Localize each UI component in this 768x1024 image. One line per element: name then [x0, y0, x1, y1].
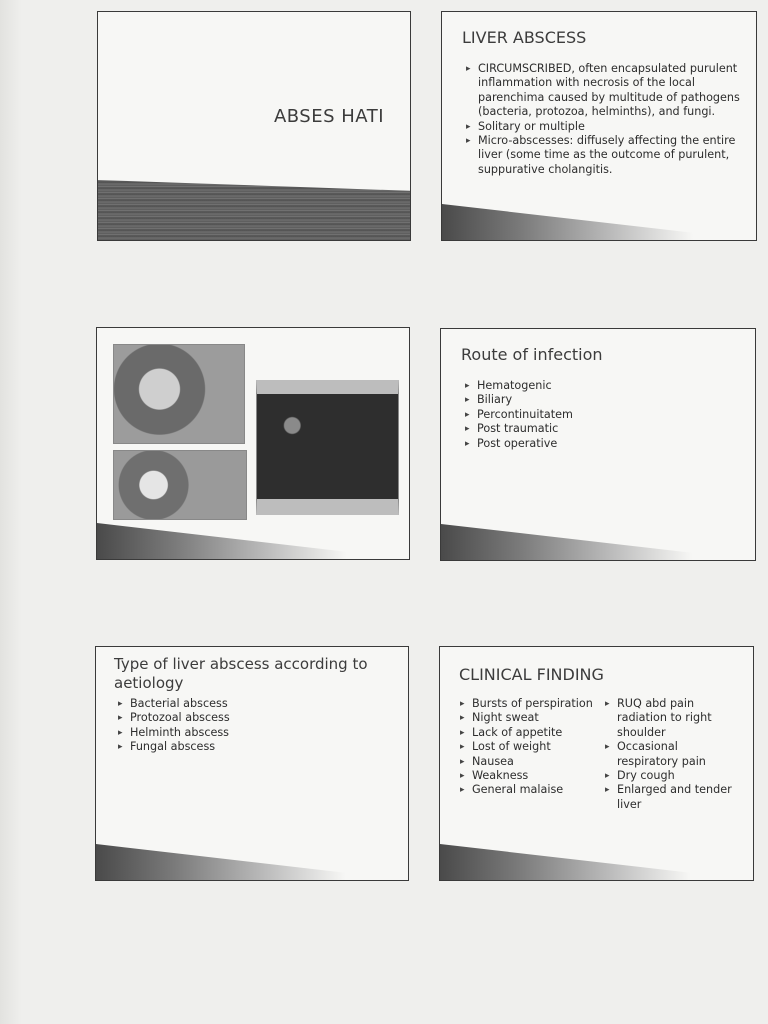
slide-1-decorative-band: [98, 180, 410, 240]
slide-4-decorative-wedge: [441, 524, 755, 560]
slide-5-title: Type of liver abscess according to aetiology: [114, 655, 368, 692]
slide-5-bullet: ▸ Helminth abscess: [118, 726, 378, 740]
slide-6-bullet: ▸ Dry cough: [605, 769, 740, 783]
slide-6-bullet: ▸ Night sweat: [460, 711, 595, 725]
slide-6-bullet: ▸ Lost of weight: [460, 740, 595, 754]
slide-6-decorative-wedge: [440, 844, 753, 880]
slide-5-bullet-list: [118, 697, 378, 755]
slide-4-bullet: ▸ Post traumatic: [465, 422, 725, 436]
slide-3-decorative-wedge: [97, 523, 409, 559]
slide-2-title: LIVER ABSCESS: [462, 28, 587, 47]
slide-2-bullet: ▸ Solitary or multiple: [466, 120, 740, 134]
slide-6-bullet: ▸ Weakness: [460, 769, 595, 783]
slide-6-bullet: ▸ RUQ abd pain radiation to right shoulder: [605, 697, 740, 740]
liver-photo: [113, 344, 245, 444]
pathogen-photo: [113, 450, 247, 520]
slide-6: [439, 646, 754, 881]
slide-4-bullet-list: [465, 379, 725, 451]
slide-5-bullet: ▸ Protozoal abscess: [118, 711, 378, 725]
slide-6-bullet: ▸ Nausea: [460, 755, 595, 769]
slide-4-bullet: ▸ Biliary: [465, 393, 725, 407]
slide-4-bullet: ▸ Hematogenic: [465, 379, 725, 393]
slide-4-title: Route of infection: [461, 345, 603, 364]
slide-1: [97, 11, 411, 241]
slide-5-bullet: ▸ Bacterial abscess: [118, 697, 378, 711]
slide-2: [441, 11, 757, 241]
slide-6-bullet: ▸ Bursts of perspiration: [460, 697, 595, 711]
slide-4-bullet: ▸ Percontinuitatem: [465, 408, 725, 422]
slide-4-bullet: ▸ Post operative: [465, 437, 725, 451]
slide-2-bullet-list: [466, 62, 740, 177]
slide-2-bullet: ▸ CIRCUMSCRIBED, often encapsulated purulent inflammation with necrosis of the local parenchima caused by multitude of pathogens (bacteria, protozoa, helminths), and fungi.: [466, 62, 740, 120]
slide-6-bullet: ▸ General malaise: [460, 783, 595, 797]
slide-6-left-bullet-list: [460, 697, 595, 798]
slide-6-bullet: ▸ Lack of appetite: [460, 726, 595, 740]
slide-5: [95, 646, 409, 881]
slide-2-decorative-wedge: [442, 204, 756, 240]
slide-1-title: ABSES HATI: [273, 106, 384, 127]
slide-5-decorative-wedge: [96, 844, 408, 880]
abscess-microscopy-photo: [256, 380, 399, 515]
slide-6-right-bullet-list: [605, 697, 740, 812]
slide-5-bullet: ▸ Fungal abscess: [118, 740, 378, 754]
slide-6-bullet: ▸ Enlarged and tender liver: [605, 783, 740, 812]
slide-4: [440, 328, 756, 561]
slide-6-bullet: ▸ Occasional respiratory pain: [605, 740, 740, 769]
slide-2-bullet: ▸ Micro-abscesses: diffusely affecting the entire liver (some time as the outcome of purulent, suppurative cholangitis.: [466, 134, 740, 177]
slide-3: [96, 327, 410, 560]
slide-6-title: CLINICAL FINDING: [459, 665, 604, 684]
page-edge-shadow: [0, 0, 22, 1024]
